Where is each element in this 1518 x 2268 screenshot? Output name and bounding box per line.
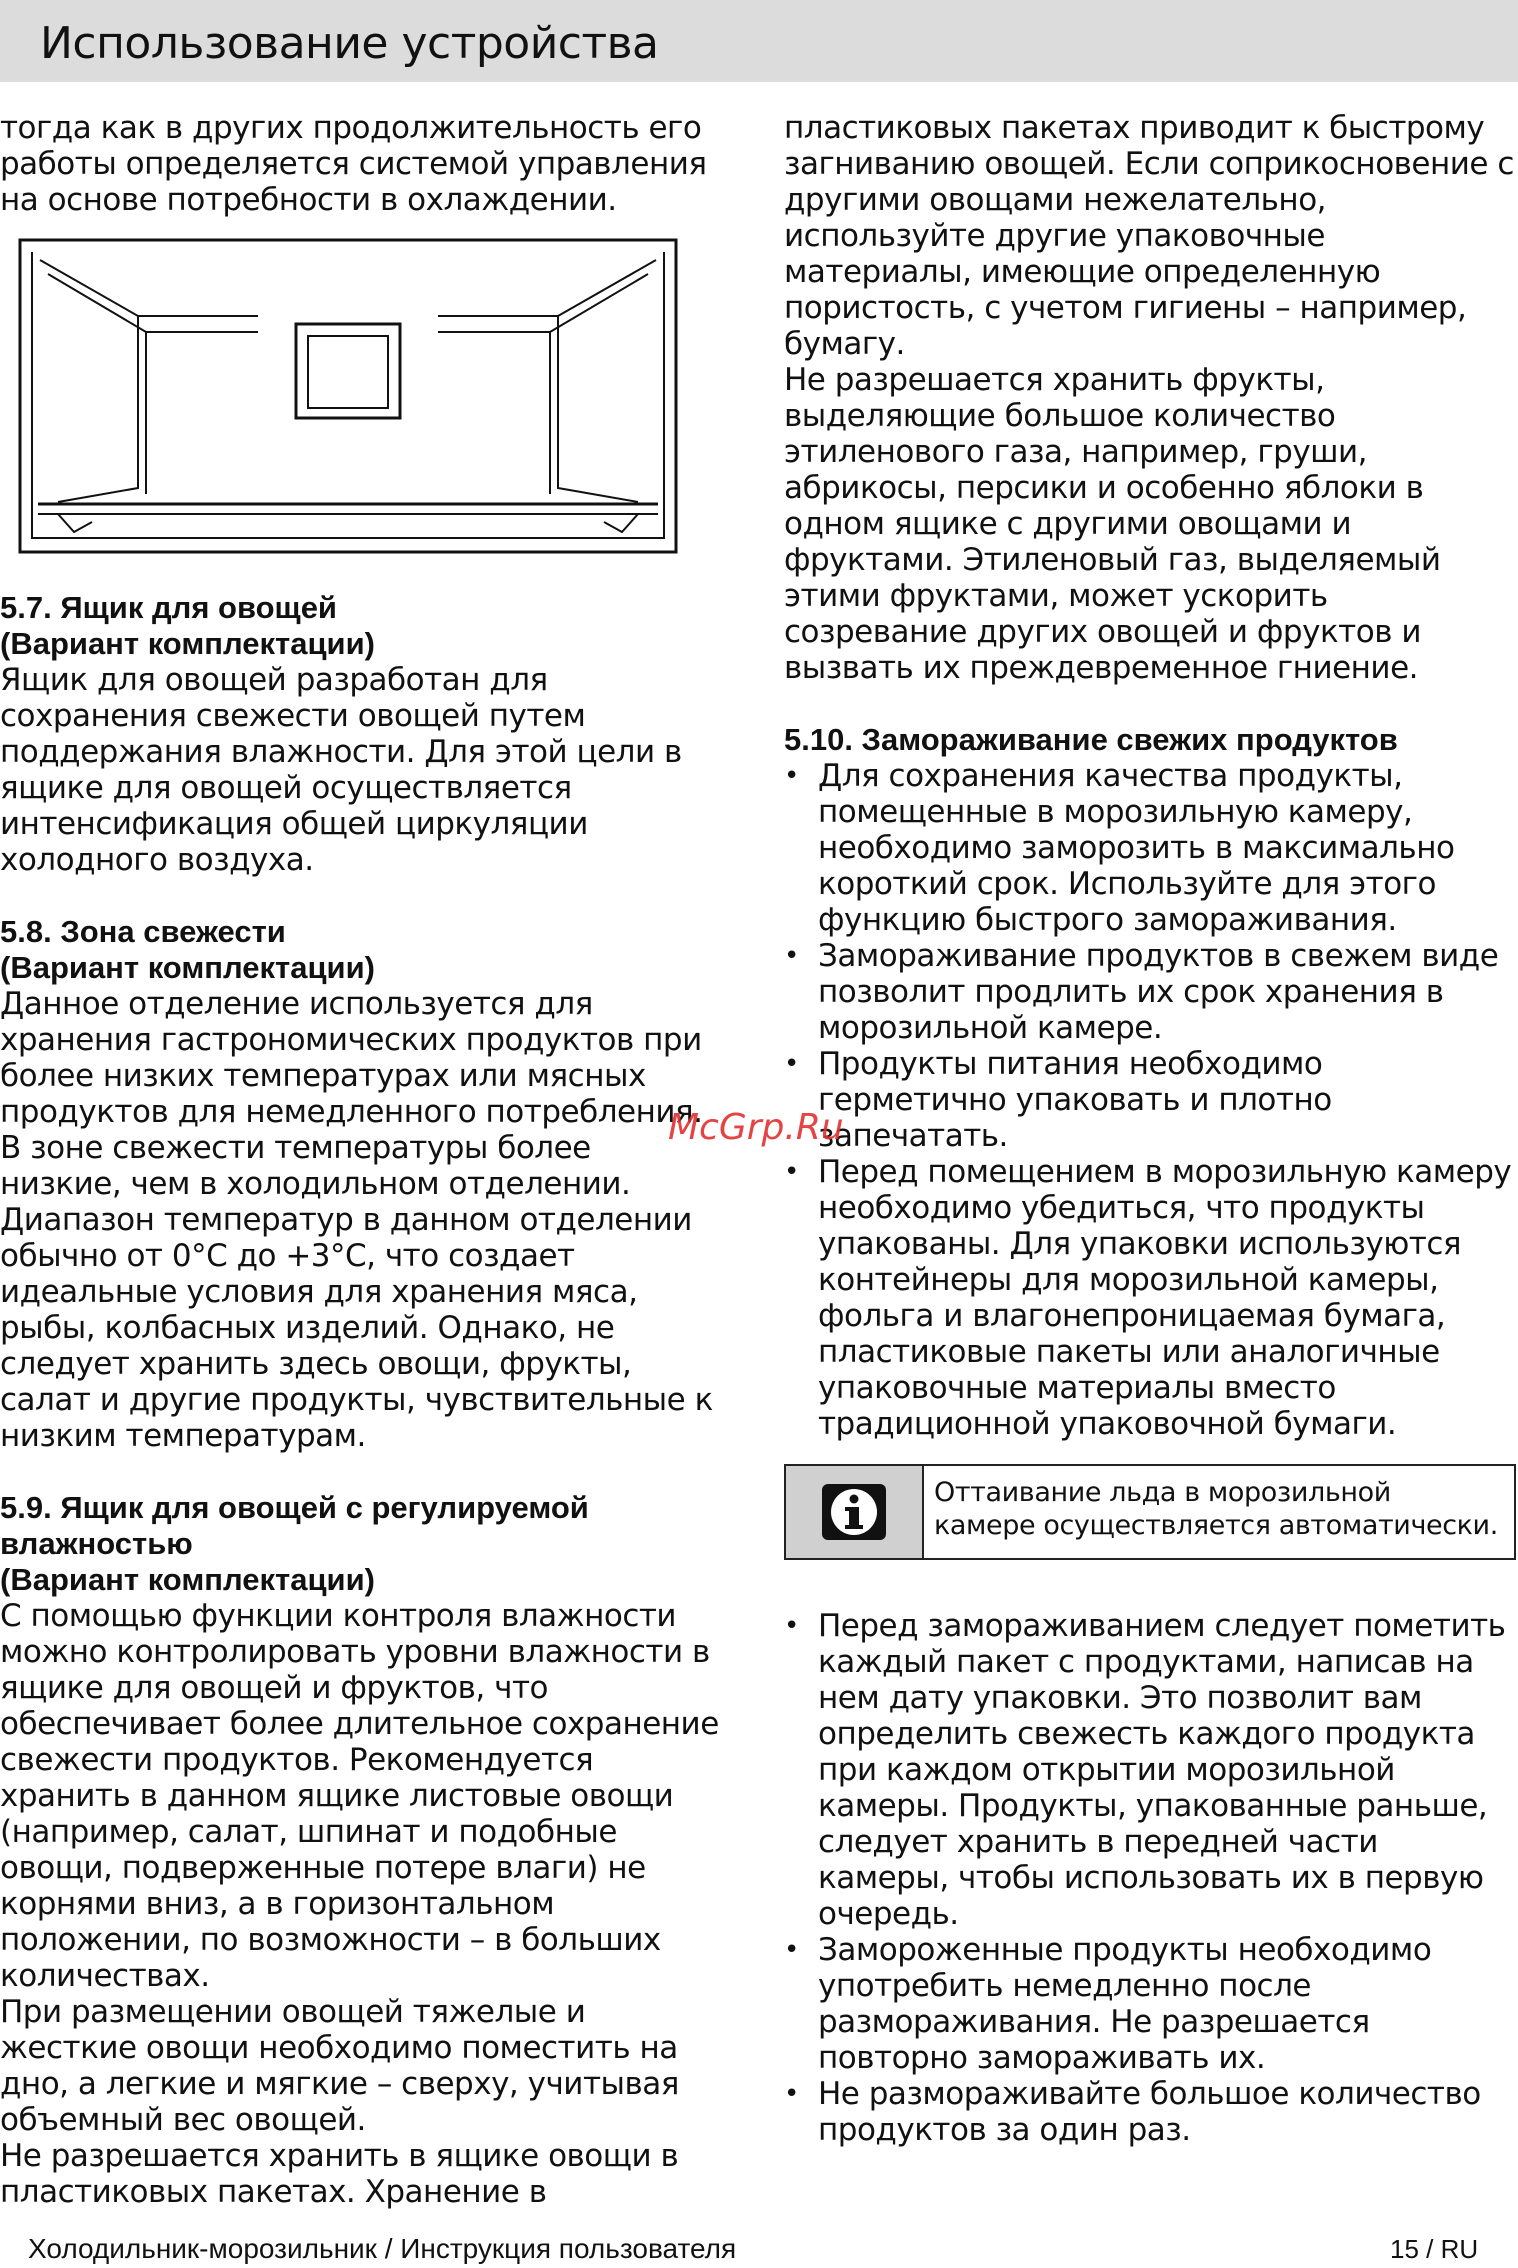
info-icon bbox=[819, 1481, 889, 1543]
section-5-8-heading: 5.8. Зона свежести (Вариант комплектации) bbox=[0, 914, 375, 985]
page-title: Использование устройства bbox=[40, 18, 659, 69]
continuation-paragraph-2: Не разрешается хранить фрукты, выделяющие большое количество этиленового газа, например, груши, абрикосы, персики и особенно яблоки в одном ящике с другими овощами и фруктами. Этиленовый газ, выделяемый этими фруктами, может ускорить созревание других овощей и фруктов и вызвать их преждевременное гниение. bbox=[784, 362, 1441, 686]
left-column bbox=[0, 110, 720, 2210]
section-5-9-body-3: Не разрешается хранить в ящике овощи в пластиковых пакетах. Хранение в bbox=[0, 2138, 679, 2210]
list-item: • Перед помещением в морозильную камеру необходимо убедиться, что продукты упакованы. Для упаковки используются контейнеры для морозильной камеры, фольга и влагонепроницаемая бумага, пластиковые пакеты или аналогичные упаковочные материалы вместо традиционной упаковочной бумаги. bbox=[784, 1154, 1514, 1442]
continuation-paragraph-1: пластиковых пакетах приводит к быстрому загниванию овощей. Если соприкосновение с другими овощами нежелательно, используйте другие упаковочные материалы, имеющие определенную пористость, с учетом гигиены – например, бумагу. bbox=[784, 110, 1514, 362]
crisper-drawer-illustration bbox=[18, 238, 678, 556]
list-item: • Замороженные продукты необходимо употребить немедленно после размораживания. Не разрешается повторно замораживать их. bbox=[784, 1932, 1514, 2076]
footer-document-title: Холодильник-морозильник / Инструкция пользователя bbox=[28, 2233, 737, 2264]
watermark: McGrp.Ru bbox=[668, 1107, 844, 1148]
note-icon-box bbox=[786, 1466, 924, 1558]
info-note bbox=[784, 1464, 1516, 1560]
section-5-9-heading: 5.9. Ящик для овощей с регулируемой влажностью (Вариант комплектации) bbox=[0, 1490, 589, 1597]
intro-paragraph: тогда как в других продолжительность его работы определяется системой управления на основе потребности в охлаждении. bbox=[0, 110, 707, 218]
list-item: • Замораживание продуктов в свежем виде позволит продлить их срок хранения в морозильной камере. bbox=[784, 938, 1514, 1046]
right-column bbox=[784, 110, 1514, 2148]
list-item: • Перед замораживанием следует пометить каждый пакет с продуктами, написав на нем дату упаковки. Это позволит вам определить свежесть каждого продукта при каждом открытии морозильной камеры. Продукты, упакованные раньше, следует хранить в передней части камеры, чтобы использовать их в первую очередь. bbox=[784, 1608, 1514, 1932]
footer-page-number: 15 / RU bbox=[1390, 2234, 1479, 2264]
list-item: • Не размораживайте большое количество продуктов за один раз. bbox=[784, 2076, 1514, 2148]
list-item: • Для сохранения качества продукты, помещенные в морозильную камеру, необходимо заморозить в максимально короткий срок. Используйте для этого функцию быстрого замораживания. bbox=[784, 758, 1514, 938]
section-5-10-list bbox=[784, 758, 1514, 1442]
section-5-7-heading: 5.7. Ящик для овощей (Вариант комплектации) bbox=[0, 590, 375, 661]
list-item: • Продукты питания необходимо герметично упаковать и плотно запечатать. bbox=[784, 1046, 1514, 1154]
section-5-9-body-1: С помощью функции контроля влажности можно контролировать уровни влажности в ящике для овощей и фруктов, что обеспечивает более длительное сохранение свежести продуктов. Рекомендуется хранить в данном ящике листовые овощи (например, салат, шпинат и подобные овощи, подверженные потере влаги) не корнями вниз, а в горизонтальном положении, по возможности – в больших количествах. bbox=[0, 1598, 719, 1994]
section-5-10-heading: 5.10. Замораживание свежих продуктов bbox=[784, 722, 1398, 757]
section-5-7-body: Ящик для овощей разработан для сохранения свежести овощей путем поддержания влажности. Для этой цели в ящике для овощей осуществляется интенсификация общей циркуляции холодного воздуха. bbox=[0, 662, 682, 878]
section-5-8-body: Данное отделение используется для хранения гастрономических продуктов при более низких температурах или мясных продуктов для немедленного потребления. В зоне свежести температуры более низкие, чем в холодильном отделении. Диапазон температур в данном отделении обычно от 0°C до +3°C, что создает идеальные условия для хранения мяса, рыбы, колбасных изделий. Однако, не следует хранить здесь овощи, фрукты, салат и другие продукты, чувствительные к низким температурам. bbox=[0, 986, 713, 1454]
page-header bbox=[0, 0, 1518, 82]
freezing-tips-list bbox=[784, 1608, 1514, 2148]
note-text: Оттаивание льда в морозильной камере осуществляется автоматически. bbox=[934, 1477, 1498, 1541]
section-5-9-body-2: При размещении овощей тяжелые и жесткие овощи необходимо поместить на дно, а легкие и мягкие – сверху, учитывая объемный вес овощей. bbox=[0, 1994, 679, 2138]
